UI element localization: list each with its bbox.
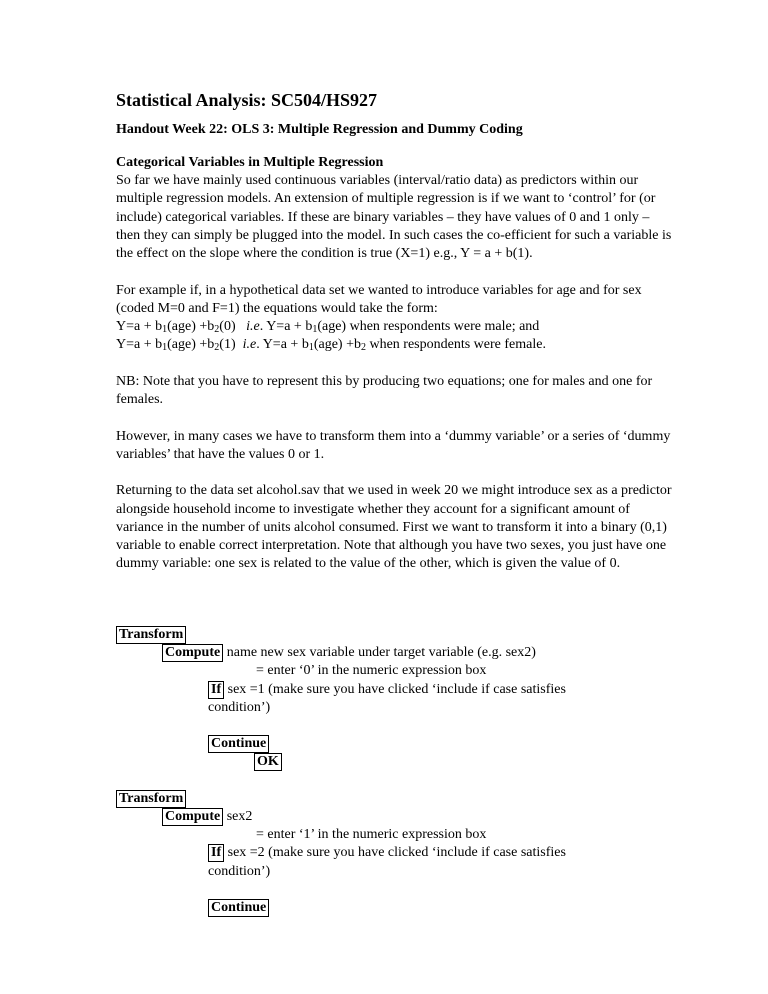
spss-steps (116, 626, 676, 917)
step-text: sex2 (223, 809, 253, 824)
handout-subtitle: Handout Week 22: OLS 3: Multiple Regression and Dummy Coding (116, 122, 523, 137)
example-paragraph (116, 282, 676, 355)
dummy-paragraph: However, in many cases we have to transform them into a ‘dummy variable’ or a series of ‘dummy variables’ that have the values 0 or 1. (116, 428, 671, 462)
document-body (116, 154, 676, 592)
step-text: sex =2 (make sure you have clicked ‘include if case satisfies (224, 845, 566, 861)
step-text: = enter ‘1’ in the numeric expression box (256, 827, 487, 843)
document-title: Statistical Analysis: SC504/HS927 (116, 90, 378, 110)
nb-paragraph: NB: Note that you have to represent this by producing two equations; one for males and one for females. (116, 373, 653, 408)
step-text: condition’) (208, 699, 271, 715)
step-text: name new sex variable under target variable (e.g. sex2) (223, 645, 536, 661)
compute-menu-label: Compute (162, 808, 223, 826)
step-text: = enter ‘0’ in the numeric expression box (256, 663, 487, 679)
compute-menu-label: Compute (162, 644, 223, 662)
paragraph-text: For example if, in a hypothetical data set we wanted to introduce variables for age and for sex (coded M=0 and F=1) the equations would take the form: (116, 282, 642, 316)
paragraph-text: So far we have mainly used continuous variables (interval/ratio data) as predictors within our multiple regression models. An extension of multiple regression is if we want to ‘control’ for (or include) categorical variables. If these are binary variables – they have values of 0 and 1 only – then they can simply be plugged into the model. In such cases the co-efficient for such a variable is the effect on the slope where the condition is true (X=1) e.g., Y = a + b(1). (116, 173, 672, 262)
ok-button-label: OK (254, 753, 282, 771)
equation-female: $Y=a + b_1(age) +b_2(1)$ i.e. $Y=a + b_1(age) +b_2$ when respondents were female. (116, 337, 546, 354)
equation-male: $Y=a + b_1(age) +b_2(0)$ i.e. $Y=a + b_1(age)$ when respondents were male; and (116, 319, 540, 336)
continue-button-label: Continue (208, 735, 269, 753)
if-button-label: If (208, 681, 224, 699)
if-button-label: If (208, 844, 224, 862)
section-heading: Categorical Variables in Multiple Regression (116, 155, 384, 170)
step-text: condition’) (208, 863, 271, 879)
alcohol-paragraph: Returning to the data set alcohol.sav that we used in week 20 we might introduce sex as a predictor alongside household income to investigate whether they account for a significant amount of variance in the number of units alcohol consumed. First we want to transform it into a binary (0,1) variable to enable correct interpretation. Note that although you have two sexes, you just have one dummy variable: one sex is related to the value of the other, which is given the value of 0. (116, 483, 672, 572)
step-text: sex =1 (make sure you have clicked ‘include if case satisfies (224, 681, 566, 697)
transform-menu-label: Transform (116, 790, 186, 808)
intro-paragraph (116, 154, 676, 263)
continue-button-label: Continue (208, 899, 269, 917)
transform-menu-label: Transform (116, 626, 186, 644)
